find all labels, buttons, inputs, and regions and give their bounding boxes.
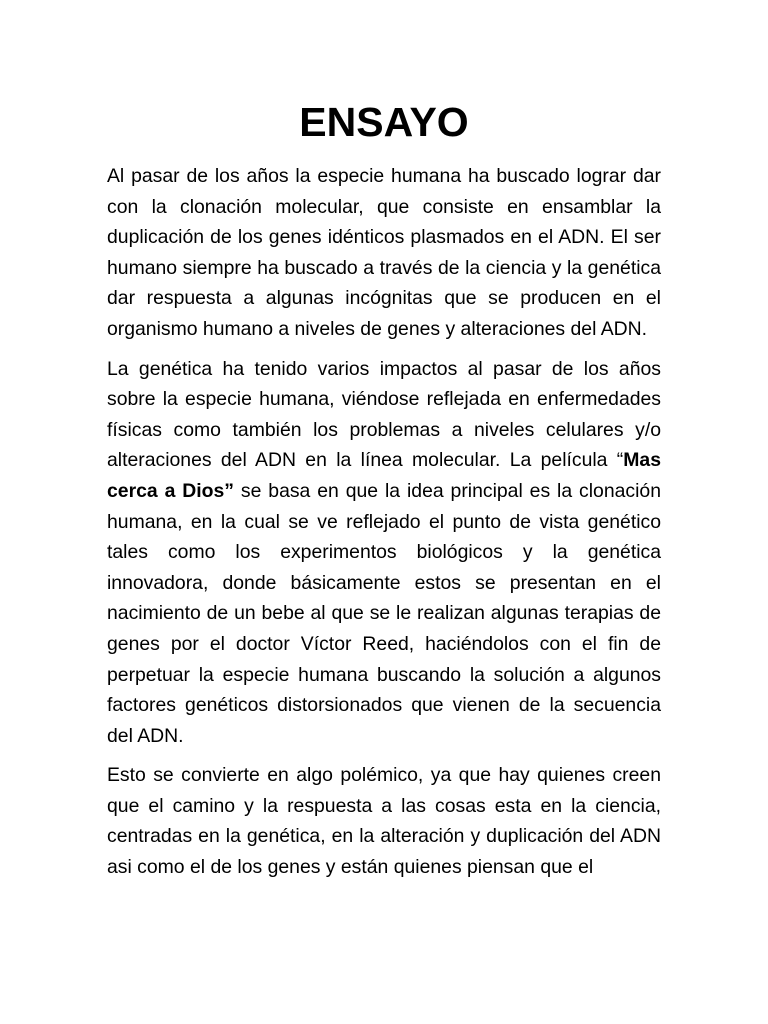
movie-title: Mas cerca a Dios” xyxy=(107,449,661,502)
document-title: ENSAYO xyxy=(299,99,469,145)
document-body xyxy=(107,161,661,892)
paragraph-2-intro: La genética ha tenido varios impactos al pasar de los años sobre la especie humana, viéndose reflejada en enfermedades físicas como también los problemas a niveles celulares y/o alteraciones del ADN en la línea molecular. La película “ xyxy=(107,357,661,472)
paragraph-2-rest: se basa en que la idea principal es la clonación humana, en la cual se ve reflejado el punto de vista genético tales como los experimentos biológicos y la genética innovadora, donde básicamente estos se presentan en el nacimiento de un bebe al que se le realizan algunas terapias de genes por el doctor Víctor Reed, haciéndolos con el fin de perpetuar la especie humana buscando la solución a algunos factores genéticos distorsionados que vienen de la secuencia del ADN. xyxy=(107,479,661,747)
paragraph-3: Esto se convierte en algo polémico, ya que hay quienes creen que el camino y la respuesta a las cosas esta en la ciencia, centradas en la genética, en la alteración y duplicación del ADN asi como el de los genes y están quienes piensan que el xyxy=(107,764,661,879)
paragraph-1: Al pasar de los años la especie humana ha buscado lograr dar con la clonación molecular, que consiste en ensamblar la duplicación de los genes idénticos plasmados en el ADN. El ser humano siempre ha buscado a través de la ciencia y la genética dar respuesta a algunas incógnitas que se producen en el organismo humano a niveles de genes y alteraciones del ADN. xyxy=(107,165,661,340)
paragraph-2 xyxy=(107,354,661,752)
